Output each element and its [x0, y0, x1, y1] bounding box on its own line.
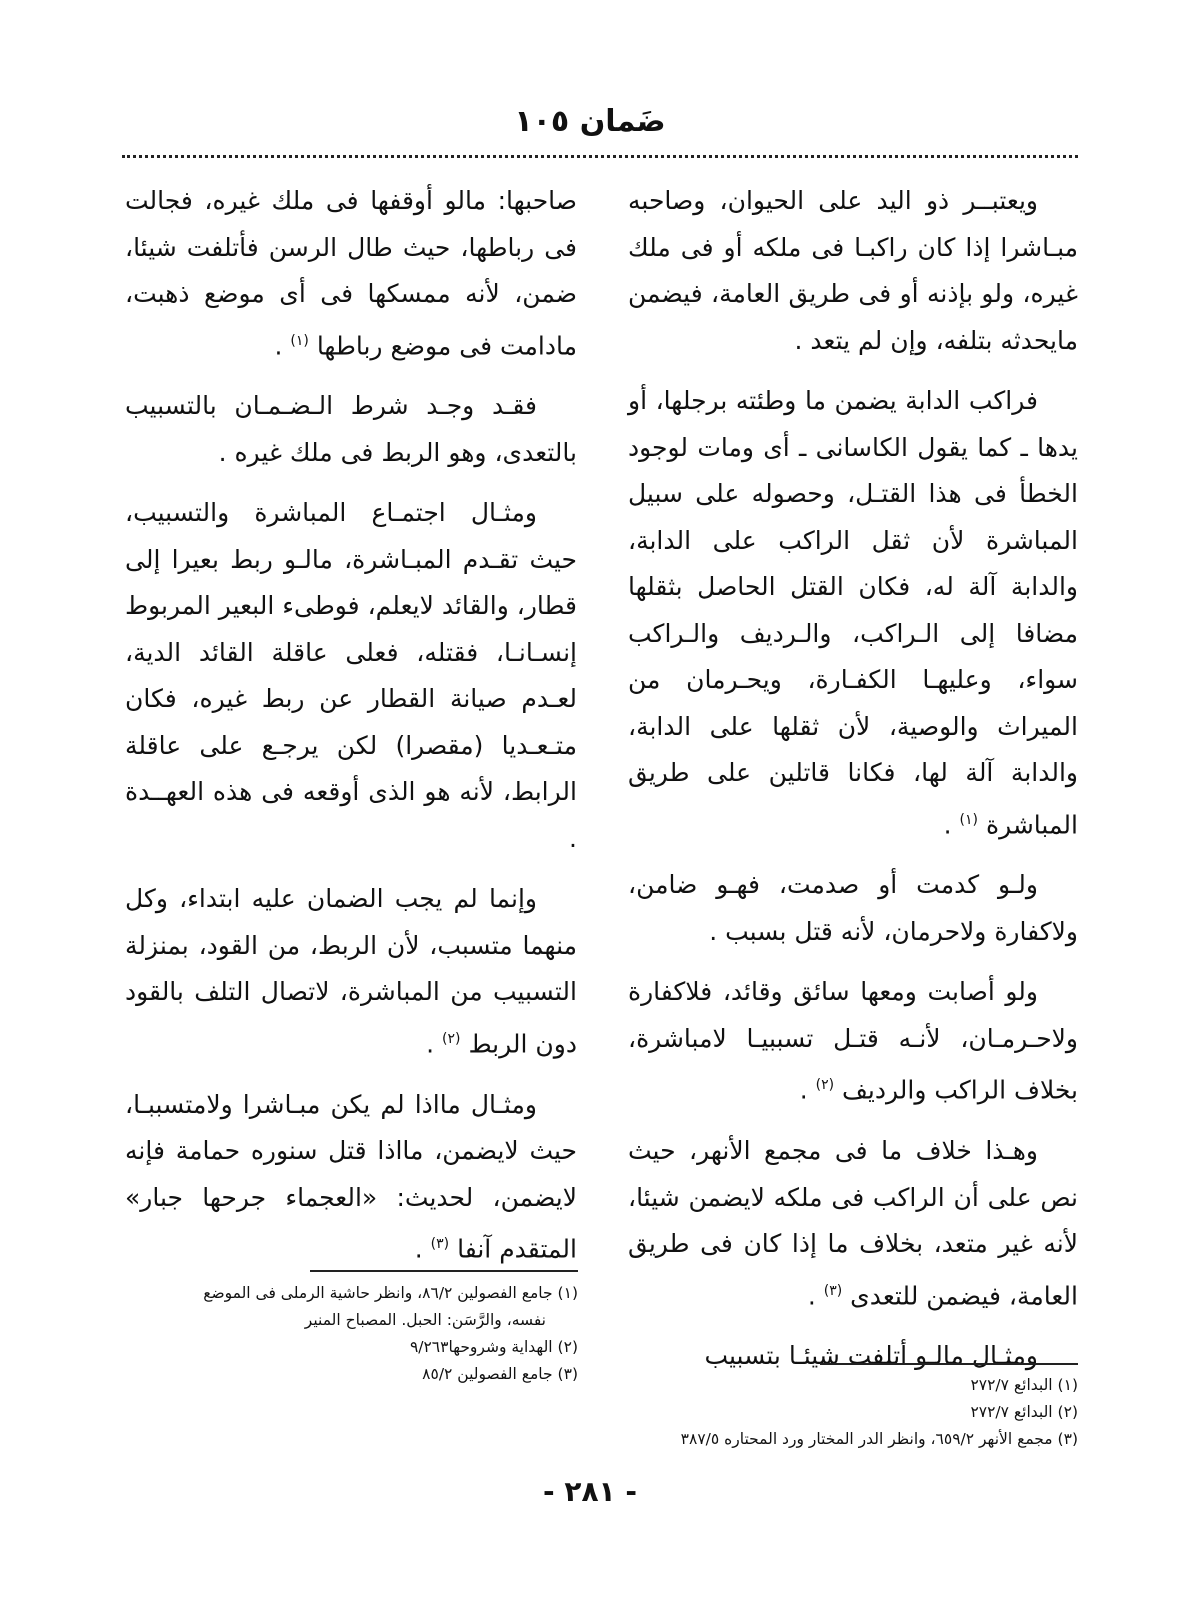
paragraph: ومثـال اجتمـاع المباشرة والتسبيب، حيث تقـدم المبـاشرة، مالـو ربط بعيرا إلى قطار، والقائد لايعلم، فوطىء البعير المربوط إنسـانـا، فقتله، فعلى عاقلة القائد الدية، لعـدم صيانة القطار عن ربط غيره، فكان متـعـديا (مقصرا) لكن يرجـع على عاقلة الرابط، لأنه هو الذى أوقعه فى هذه العهــدة .	[125, 498, 577, 853]
paragraph: وإنما لم يجب الضمان عليه ابتداء، وكل منهما متسبب، لأن الربط، من القود، بمنزلة التسبيب من المباشرة، لاتصال التلف بالقود دون الربط $^{(٢)}$ .	[125, 884, 577, 1059]
footnote	[110, 1280, 578, 1334]
footnote-mark: (٢)	[442, 1030, 461, 1047]
paragraph: ولو أصابت ومعها سائق وقائد، فلاكفارة ولاحـرمـان، لأنـه قتـل تسببيـا لامباشرة، بخلاف الراكب والرديف $^{(٢)}$ .	[628, 977, 1078, 1105]
footnote-continuation: نفسه، والرَّسَن: الحبل. المصباح المنير	[304, 1311, 546, 1329]
paragraph: ولـو كدمت أو صدمت، فهـو ضامن، ولاكفارة ولاحرمان، لأنه قتل بسبب .	[628, 870, 1078, 946]
page-number: - ٢٨١ -	[542, 1475, 638, 1508]
paragraph: ومثـال مااذا لم يكن مبـاشرا ولامتسببـا، حيث لايضمن، مااذا قتل سنوره حمامة فإنه لايضمن، لحديث: «العجماء جرحها جبار» المتقدم آنفا $^{(٣)}$ .	[125, 1089, 577, 1264]
footnote	[110, 1334, 578, 1361]
footnote	[620, 1399, 1078, 1426]
footnote-mark: (١)	[290, 332, 309, 349]
footnote-number: (١)	[1057, 1376, 1078, 1394]
footnote-text: البدائع ٢٧٢/٧	[970, 1403, 1053, 1421]
footnote-text: البدائع ٢٧٢/٧	[970, 1376, 1053, 1394]
footnote-number: (٢)	[557, 1338, 578, 1356]
footnote-text: جامع الفصولين ٨٥/٢	[422, 1365, 553, 1383]
paragraph: صاحبها: مالو أوقفها فى ملك غيره، فجالت فى رباطها، حيث طال الرسن فأتلفت شيئا، ضمن، لأنه ممسكها فى أى موضع ذهبت، مادامت فى موضع رباطها $^{(١)}$ .	[125, 186, 577, 360]
paragraph: فقـد وجـد شرط الـضـمـان بالتسبيب بالتعدى، وهو الربط فى ملك غيره .	[125, 391, 577, 467]
footnote-mark: (٢)	[815, 1077, 835, 1094]
footnotes-right	[620, 1372, 1078, 1453]
footnote-mark: (١)	[959, 811, 979, 828]
footnote-number: (١)	[557, 1284, 578, 1302]
running-title: ضَمان ١٠٥	[514, 104, 666, 139]
paragraph: ومثـال مالـو أتلفت شيئـا بتسبيب	[704, 1341, 1038, 1371]
paragraph: ويعتبــر ذو اليد على الحيوان، وصاحبه مبـاشرا إذا كان راكبـا فى ملكه أو فى ملك غيره، ولو بإذنه أو فى طريق العامة، فيضمن مايحدثه بتلفه، وإن لم يتعد .	[628, 186, 1078, 355]
footnote	[620, 1372, 1078, 1399]
footnote-text: جامع الفصولين ٨٦/٢، وانظر حاشية الرملى فى الموضع	[203, 1284, 553, 1302]
footnote	[110, 1361, 578, 1388]
footnote	[620, 1426, 1078, 1453]
page-header	[0, 104, 1180, 139]
footnote-mark: (٣)	[823, 1282, 843, 1299]
footnote-text: الهداية وشروحها٩/٢٦٣	[409, 1338, 553, 1356]
left-column	[125, 178, 577, 1287]
footnote-text: مجمع الأنهر ٦٥٩/٢، وانظر الدر المختار ورد المحتاره ٣٨٧/٥	[680, 1430, 1053, 1448]
right-column	[628, 178, 1078, 1394]
footnote-number: (٢)	[1057, 1403, 1078, 1421]
footnotes-left	[110, 1280, 578, 1388]
footnote-separator-left	[310, 1270, 578, 1272]
paragraph: فراكب الدابة يضمن ما وطئته برجلها، أو يدها ـ كما يقول الكاسانى ـ أى ومات لوجود الخطأ فى هذا القتـل، وحصوله على سبيل المباشرة لأن ثقل الراكب على الدابة، والدابة آلة له، فكان القتل الحاصل بثقلها مضافا إلى الـراكب، والـرديف والـراكب سواء، وعليهـا الكفـارة، ويحـرمان من الميراث والوصية، لأن ثقلها على الدابة، والدابة آلة لها، فكانا قاتلين على طريق المباشرة $^{(١)}$ .	[628, 386, 1078, 839]
footnote-number: (٣)	[557, 1365, 578, 1383]
paragraph: وهـذا خلاف ما فى مجمع الأنهر، حيث نص على أن الراكب فى ملكه لايضمن شيئا، لأنه غير متعد، بخلاف ما إذا كان فى طريق العامة، فيضمن للتعدى $^{(٣)}$ .	[628, 1136, 1078, 1310]
footnote-number: (٣)	[1057, 1430, 1078, 1448]
footnote-mark: (٣)	[430, 1236, 450, 1253]
header-dotted-rule	[122, 155, 1078, 158]
footnote-separator-right	[820, 1363, 1078, 1365]
